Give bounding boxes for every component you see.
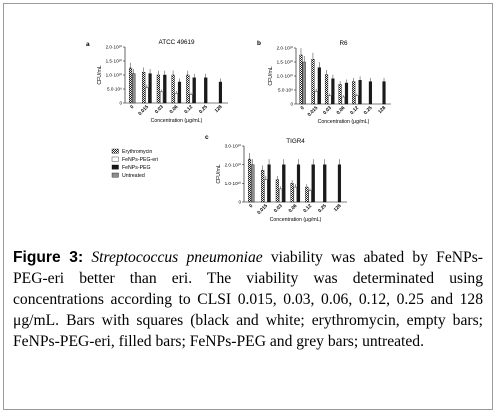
y-axis-label: CFU/mL: [97, 65, 103, 85]
legend-label-erythromycin: Erythromycin: [122, 149, 153, 155]
bar-erythromycin: [339, 84, 342, 104]
panel-label-c: c: [205, 134, 209, 141]
y-tick-label: 0: [119, 100, 122, 106]
y-tick-label: 2.0·10¹⁰: [276, 45, 293, 51]
bar-untreated: [303, 62, 306, 104]
bar-fenps-peg: [204, 78, 207, 103]
bar-fenps-peg: [193, 78, 196, 103]
caption-species: Streptococcus pneumoniae: [91, 249, 263, 266]
x-axis-label: Concentration (μg/mL): [317, 119, 370, 125]
bar-fenps-peg-eri: [355, 96, 358, 104]
y-tick-label: 2.0·10¹⁰: [105, 44, 122, 50]
bar-erythromycin: [248, 159, 251, 202]
legend-swatch-untreated: [112, 173, 119, 177]
bar-erythromycin: [312, 59, 315, 104]
bar-erythromycin: [291, 183, 294, 202]
y-tick-label: 0: [290, 101, 293, 107]
panel-label-b: b: [257, 40, 261, 47]
x-tick-label: 0.015: [137, 104, 150, 117]
legend-swatch-fenps-peg: [112, 165, 119, 169]
y-tick-label: 5.0·10⁹: [278, 87, 293, 93]
y-tick-label: 3.0·10¹⁰: [224, 143, 241, 149]
chart-title: R6: [339, 40, 348, 47]
x-tick-label: 0.06: [336, 105, 347, 117]
y-tick-label: 1.0·10¹⁰: [224, 180, 241, 186]
bar-untreated: [132, 74, 135, 103]
bar-fenps-peg: [345, 83, 348, 104]
x-tick-label: 0.25: [198, 104, 209, 116]
bar-fenps-peg: [312, 165, 315, 202]
bar-fenps-peg: [163, 75, 166, 103]
x-tick-label: 0.03: [273, 203, 284, 215]
y-axis-label: CFU/mL: [268, 66, 274, 86]
x-tick-label: 128: [214, 104, 224, 115]
bar-fenps-peg: [338, 165, 341, 202]
x-axis-label: Concentration (μg/mL): [150, 118, 203, 124]
legend-label-untreated: Untreated: [122, 173, 145, 179]
legend-label-fenps-peg: FeNPs-PEG: [122, 165, 151, 171]
legend-swatch-erythromycin: [112, 149, 119, 153]
bar-erythromycin: [261, 170, 264, 202]
y-tick-label: 1.5·10¹⁰: [105, 58, 122, 64]
x-tick-label: 128: [377, 105, 388, 116]
chart-title: ATCC 49619: [158, 39, 195, 46]
caption-label: Figure 3:: [13, 249, 84, 266]
bar-fenps-peg: [268, 165, 271, 202]
figure-caption: [13, 247, 483, 352]
bar-fenps-peg: [359, 80, 362, 104]
bar-erythromycin: [157, 75, 160, 103]
x-tick-label: 0.015: [307, 105, 320, 118]
x-tick-label: 0.06: [169, 104, 180, 116]
x-tick-label: 0.12: [349, 105, 360, 117]
y-axis-label: CFU/mL: [216, 164, 222, 184]
x-tick-label: 0: [300, 105, 306, 112]
bar-fenps-peg-eri: [328, 96, 331, 104]
bar-fenps-peg: [318, 68, 321, 104]
bar-erythromycin: [172, 75, 175, 103]
y-tick-label: 5.0·10⁹: [107, 86, 122, 92]
bar-fenps-peg-eri: [342, 97, 345, 104]
y-tick-label: 0: [238, 199, 241, 205]
y-tick-label: 1.5·10¹⁰: [276, 59, 293, 65]
bar-erythromycin: [305, 187, 308, 202]
chart-title: TIGR4: [286, 138, 305, 145]
bar-erythromycin: [186, 75, 189, 103]
bar-fenps-peg: [282, 165, 285, 202]
x-tick-label: 0.12: [302, 203, 314, 215]
x-tick-label: 0.12: [183, 104, 195, 116]
bar-fenps-peg: [332, 79, 335, 104]
bar-fenps-peg: [149, 74, 152, 103]
x-tick-label: 0.25: [363, 105, 374, 117]
y-tick-label: 2.0·10¹⁰: [224, 162, 241, 168]
legend-label-fenps-peg-eri: FeNPs-PEG-eri: [122, 157, 159, 163]
x-axis-label: Concentration (μg/mL): [269, 217, 322, 223]
bar-fenps-peg: [323, 165, 326, 202]
x-tick-label: 0.03: [154, 104, 165, 116]
bar-erythromycin: [142, 72, 145, 103]
x-tick-label: 0: [129, 104, 136, 111]
bar-fenps-peg: [383, 82, 386, 104]
bar-fenps-peg: [297, 165, 300, 202]
bar-untreated: [251, 165, 254, 202]
y-tick-label: 1.0·10¹⁰: [276, 73, 293, 79]
bar-erythromycin: [352, 82, 355, 104]
x-tick-label: 128: [333, 203, 343, 214]
bar-fenps-peg-eri: [264, 180, 267, 202]
bar-fenps-peg-eri: [309, 191, 312, 202]
bar-erythromycin: [300, 55, 303, 104]
bar-fenps-peg-eri: [190, 95, 193, 103]
bar-fenps-peg: [178, 82, 181, 103]
bar-fenps-peg-eri: [145, 88, 148, 103]
y-tick-label: 1.0·10¹⁰: [105, 72, 122, 78]
x-tick-label: 0.06: [288, 203, 299, 215]
bar-fenps-peg: [369, 82, 372, 104]
x-tick-label: 0.03: [322, 105, 333, 117]
panel-label-a: a: [86, 41, 90, 48]
caption-text: viability was abated by FeNPs-PEG-eri better than eri. The viability was determinated using concentrations according to CLSI 0.015, 0.03, 0.06, 0.12, 0.25 and 128 μg/mL. Bars with squares (black and white; erythromycin, empty bars; FeNPs-PEG-eri, filled bars; FeNPs-PEG and grey bars; untreated.: [13, 249, 483, 350]
bar-fenps-peg-eri: [315, 91, 318, 104]
bar-fenps-peg-eri: [294, 187, 297, 202]
bar-erythromycin: [325, 75, 328, 104]
bar-erythromycin: [129, 68, 132, 103]
bar-fenps-peg: [219, 82, 222, 103]
x-tick-label: 0.015: [256, 203, 269, 216]
x-tick-label: 0: [248, 203, 255, 210]
bar-fenps-peg-eri: [160, 92, 163, 103]
x-tick-label: 0.25: [317, 203, 328, 215]
bar-fenps-peg-eri: [279, 189, 282, 202]
bar-erythromycin: [276, 180, 279, 202]
legend-swatch-fenps-peg-eri: [112, 157, 119, 161]
bar-fenps-peg-eri: [175, 93, 178, 103]
